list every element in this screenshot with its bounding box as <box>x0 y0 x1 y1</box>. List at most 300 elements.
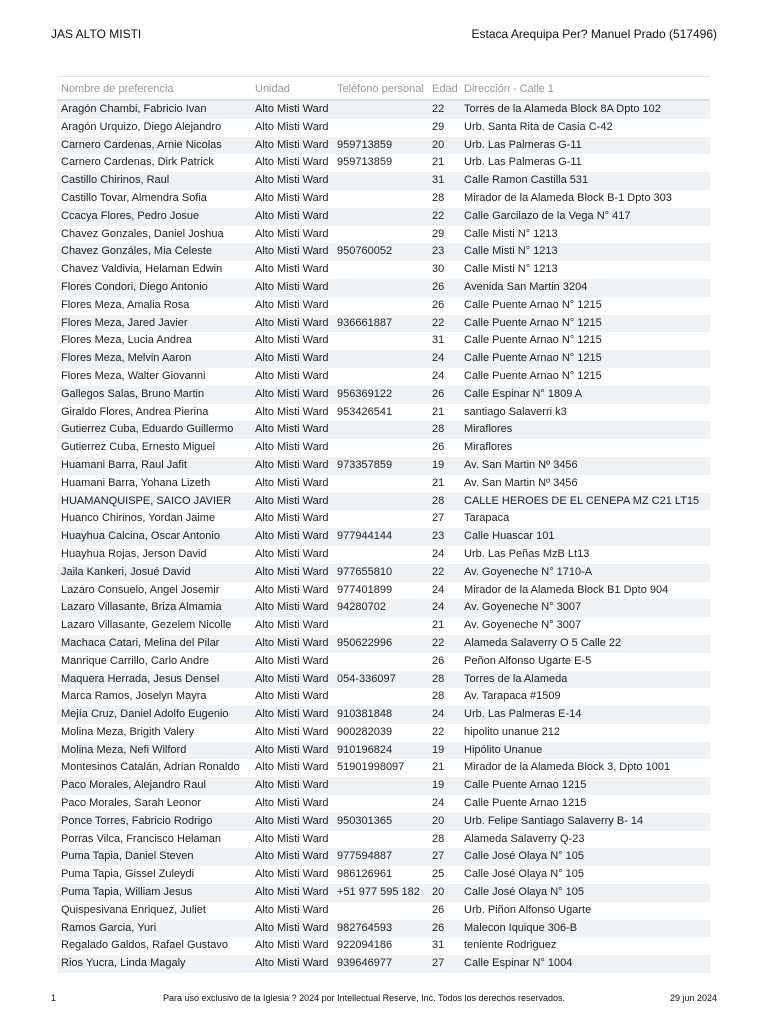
table-row <box>57 119 710 137</box>
cell-address: Calle José Olaya N° 105 <box>460 848 710 866</box>
cell-age: 26 <box>428 386 460 404</box>
cell-unit: Alto Misti Ward <box>255 334 329 347</box>
column-header-unit: Unidad <box>251 79 333 100</box>
column-header-age: Edad <box>428 79 460 100</box>
cell-name: Paco Morales, Sarah Leonor <box>61 797 202 810</box>
cell-name: Castillo Tovar, Almendra Sofia <box>61 191 207 204</box>
table-row <box>57 777 710 795</box>
cell-unit: Alto Misti Ward <box>251 172 333 190</box>
cell-age: 26 <box>428 279 460 297</box>
cell-name: Marca Ramos, Joselyn Mayra <box>61 690 207 703</box>
cell-name: Aragón Urquizo, Diego Alejandro <box>61 120 222 133</box>
column-header-address: Dirección - Calle 1 <box>460 79 710 100</box>
cell-age: 22 <box>428 208 460 226</box>
cell-phone <box>333 261 428 279</box>
cell-address: Calle José Olaya N° 105 <box>464 868 584 881</box>
cell-age: 28 <box>428 421 460 439</box>
cell-unit: Alto Misti Ward <box>251 777 333 795</box>
cell-phone <box>333 493 428 511</box>
cell-unit: Alto Misti Ward <box>255 868 329 881</box>
cell-name: Aragón Chambi, Fabricio Ivan <box>57 100 251 119</box>
cell-age: 27 <box>432 512 445 525</box>
cell-address: Calle Puente Arnao N° 1215 <box>460 315 710 333</box>
cell-address: Urb. Las Palmeras E-14 <box>460 706 710 724</box>
cell-address: Urb. Las Palmeras G-11 <box>464 156 582 169</box>
cell-unit: Alto Misti Ward <box>255 120 329 133</box>
table-row <box>57 706 710 724</box>
cell-address: Urb. Piñon Alfonso Ugarte <box>464 903 592 916</box>
cell-unit: Alto Misti Ward <box>251 421 333 439</box>
cell-unit: Alto Misti Ward <box>255 690 329 703</box>
cell-age: 31 <box>432 334 445 347</box>
cell-age: 30 <box>432 263 445 276</box>
cell-unit: Alto Misti Ward <box>255 476 329 489</box>
cell-address: Peñon Alfonso Ugarte E-5 <box>464 654 592 667</box>
table-row <box>57 297 710 315</box>
cell-address: Calle Puente Arnao N° 1215 <box>464 298 602 311</box>
cell-address: CALLE HEROES DE EL CENEPA MZ C21 LT15 <box>460 493 710 511</box>
table-row <box>57 404 710 422</box>
cell-address: Calle Misti N° 1213 <box>460 243 710 261</box>
table-row <box>57 261 710 279</box>
cell-age: 26 <box>432 298 445 311</box>
cell-phone: 959713859 <box>333 137 428 155</box>
cell-address: Urb. Felipe Santiago Salaverry B- 14 <box>460 813 710 831</box>
cell-unit: Alto Misti Ward <box>255 512 329 525</box>
cell-unit: Alto Misti Ward <box>251 848 333 866</box>
cell-age: 22 <box>428 100 460 119</box>
print-date: 29 jun 2024 <box>669 993 717 1003</box>
cell-unit: Alto Misti Ward <box>251 635 333 653</box>
cell-unit: Alto Misti Ward <box>251 528 333 546</box>
header-row <box>57 79 710 100</box>
cell-age: 22 <box>428 635 460 653</box>
cell-phone: 973357859 <box>333 457 428 475</box>
cell-name: Lazaro Consuelo, Angel Josemir <box>61 583 220 596</box>
cell-name: Puma Tapia, Gissel Zuleydi <box>61 868 195 881</box>
table-row <box>57 848 710 866</box>
page-number: 1 <box>51 993 57 1003</box>
cell-phone <box>333 653 428 671</box>
cell-name: Lazaro Villasante, Briza Almamia <box>57 599 251 617</box>
table-row <box>57 172 710 190</box>
cell-address: Alameda Salaverry O 5 Calle 22 <box>460 635 710 653</box>
cell-phone <box>333 350 428 368</box>
table-row <box>57 457 710 475</box>
table-row <box>57 154 710 172</box>
cell-phone: 959713859 <box>337 156 393 169</box>
cell-unit: Alto Misti Ward <box>255 619 329 632</box>
cell-name: Carnero Cardenas, Arnie Nicolas <box>57 137 251 155</box>
cell-name: Gutierrez Cuba, Ernesto Miguel <box>61 441 216 454</box>
cell-name: Flores Meza, Amalia Rosa <box>61 298 190 311</box>
table-row <box>57 137 710 155</box>
table-row <box>57 332 710 350</box>
cell-age: 21 <box>432 619 445 632</box>
cell-phone <box>333 439 428 457</box>
cell-name: Huayhua Calcina, Oscar Antonio <box>57 528 251 546</box>
table-row <box>57 493 710 511</box>
cell-unit: Alto Misti Ward <box>251 208 333 226</box>
cell-phone: 910196824 <box>333 742 428 760</box>
cell-phone <box>333 617 428 635</box>
cell-phone <box>333 368 428 386</box>
cell-unit: Alto Misti Ward <box>251 813 333 831</box>
table-row <box>57 759 710 777</box>
cell-age: 28 <box>428 493 460 511</box>
cell-address: Calle Espinar N° 1809 A <box>460 386 710 404</box>
table-row <box>57 208 710 226</box>
cell-age: 31 <box>428 172 460 190</box>
cell-phone <box>333 208 428 226</box>
cell-name: Huayhua Rojas, Jerson David <box>61 547 207 560</box>
table-row <box>57 653 710 671</box>
cell-unit: Alto Misti Ward <box>255 191 329 204</box>
cell-phone: +51 977 595 182 <box>333 884 428 902</box>
table-row <box>57 190 710 208</box>
cell-unit: Alto Misti Ward <box>251 564 333 582</box>
cell-unit: Alto Misti Ward <box>251 350 333 368</box>
cell-age: 21 <box>432 761 445 774</box>
cell-unit: Alto Misti Ward <box>255 654 329 667</box>
cell-name: Carnero Cardenas, Dirk Patrick <box>61 156 214 169</box>
cell-unit: Alto Misti Ward <box>255 263 329 276</box>
cell-unit: Alto Misti Ward <box>251 493 333 511</box>
cell-phone: 936661887 <box>333 315 428 333</box>
cell-unit: Alto Misti Ward <box>251 671 333 689</box>
cell-age: 23 <box>428 528 460 546</box>
cell-phone: 977944144 <box>333 528 428 546</box>
cell-age: 26 <box>432 654 445 667</box>
table-row <box>57 831 710 849</box>
cell-address: Av. Tarapaca #1509 <box>464 690 561 703</box>
cell-unit: Alto Misti Ward <box>251 706 333 724</box>
table-row <box>57 368 710 386</box>
cell-name: Ponce Torres, Fabricio Rodrigo <box>57 813 251 831</box>
cell-age: 28 <box>432 191 445 204</box>
cell-address: Hipólito Unanue <box>460 742 710 760</box>
table-row <box>57 920 710 938</box>
cell-name: Chavez Gonzales, Daniel Joshua <box>61 227 224 240</box>
cell-address: Urb. Santa Rita de Casia C-42 <box>464 120 613 133</box>
cell-age: 28 <box>432 690 445 703</box>
cell-unit: Alto Misti Ward <box>255 298 329 311</box>
cell-age: 25 <box>432 868 445 881</box>
table-row <box>57 742 710 760</box>
cell-address: Calle Espinar N° 1004 <box>460 955 710 973</box>
copyright-notice: Para uso exclusivo de la Iglesia ? 2024 por Intellectual Reserve, Inc. Todos los derechos reservados. <box>163 993 566 1003</box>
cell-phone: 982764593 <box>333 920 428 938</box>
cell-age: 19 <box>428 457 460 475</box>
cell-name: Jaila Kankeri, Josué David <box>57 564 251 582</box>
table-row <box>57 671 710 689</box>
cell-address: Calle José Olaya N° 105 <box>460 884 710 902</box>
table-row <box>57 421 710 439</box>
cell-age: 26 <box>432 903 445 916</box>
cell-address: Tarapaca <box>464 512 510 525</box>
cell-age: 24 <box>432 797 445 810</box>
table-row <box>57 599 710 617</box>
cell-name: Huanco Chirinos, Yordan Jaime <box>61 512 216 525</box>
cell-name: Machaca Catari, Melina del Pilar <box>57 635 251 653</box>
cell-address: Calle Puente Arnao 1215 <box>464 797 587 810</box>
cell-name: Rios Yucra, Linda Magaly <box>57 955 251 973</box>
cell-phone: 956369122 <box>333 386 428 404</box>
top-rule <box>57 76 710 77</box>
cell-age: 24 <box>432 583 445 596</box>
cell-name: Flores Condori, Diego Antonio <box>57 279 251 297</box>
cell-unit: Alto Misti Ward <box>255 369 329 382</box>
cell-address: Calle Puente Arnao N° 1215 <box>460 350 710 368</box>
column-header-name: Nombre de preferencia <box>57 79 251 100</box>
cell-address: Av. San Martin Nº 3456 <box>460 457 710 475</box>
table-row <box>57 688 710 706</box>
cell-phone: 950301365 <box>333 813 428 831</box>
cell-name: Flores Meza, Melvin Aaron <box>57 350 251 368</box>
cell-name: Flores Meza, Jared Javier <box>57 315 251 333</box>
cell-name: Gallegos Salas, Bruno Martin <box>57 386 251 404</box>
cell-age: 24 <box>432 547 445 560</box>
table-row <box>57 350 710 368</box>
cell-unit: Alto Misti Ward <box>255 797 329 810</box>
cell-name: Puma Tapia, Daniel Steven <box>57 848 251 866</box>
cell-address: Calle Misti N° 1213 <box>464 227 558 240</box>
cell-phone <box>333 190 428 208</box>
cell-unit: Alto Misti Ward <box>251 386 333 404</box>
table-row <box>57 226 710 244</box>
cell-address: Miraflores <box>460 421 710 439</box>
cell-phone <box>333 279 428 297</box>
cell-age: 31 <box>432 939 445 952</box>
cell-address: Calle Puente Arnao N° 1215 <box>464 369 602 382</box>
cell-phone: 054-336097 <box>333 671 428 689</box>
cell-address: Calle Huascar 101 <box>460 528 710 546</box>
cell-age: 27 <box>428 848 460 866</box>
cell-age: 24 <box>428 599 460 617</box>
cell-phone: 910381848 <box>333 706 428 724</box>
cell-name: Regalado Galdos, Rafael Gustavo <box>61 939 228 952</box>
table-row <box>57 582 710 600</box>
cell-name: Flores Meza, Lucia Andrea <box>61 334 192 347</box>
cell-unit: Alto Misti Ward <box>255 156 329 169</box>
cell-phone: 977655810 <box>333 564 428 582</box>
cell-phone: 94280702 <box>333 599 428 617</box>
cell-address: Mirador de la Alameda Block B-1 Dpto 303 <box>464 191 672 204</box>
cell-name: Castillo Chirinos, Raul <box>57 172 251 190</box>
table-row <box>57 100 710 119</box>
cell-address: Mirador de la Alameda Block 3, Dpto 1001 <box>464 761 671 774</box>
table-row <box>57 510 710 528</box>
table-row <box>57 635 710 653</box>
cell-name: Huamani Barra, Raul Jafit <box>57 457 251 475</box>
cell-age: 29 <box>432 227 445 240</box>
cell-unit: Alto Misti Ward <box>251 599 333 617</box>
table-row <box>57 439 710 457</box>
table-row <box>57 884 710 902</box>
cell-phone <box>333 831 428 849</box>
cell-phone <box>333 172 428 190</box>
cell-address: Av. Goyeneche N° 3007 <box>460 599 710 617</box>
member-table <box>57 79 710 973</box>
cell-age: 19 <box>428 742 460 760</box>
table-row <box>57 937 710 955</box>
cell-phone: 950622996 <box>333 635 428 653</box>
cell-address: Calle Puente Arnao N° 1215 <box>464 334 602 347</box>
cell-name: Lazaro Villasante, Gezelem Nicolle <box>61 619 232 632</box>
cell-age: 23 <box>428 243 460 261</box>
cell-phone <box>333 510 428 528</box>
cell-age: 21 <box>432 156 445 169</box>
table-row <box>57 315 710 333</box>
cell-name: Manrique Carrillo, Carlo Andre <box>61 654 209 667</box>
cell-name: Paco Morales, Alejandro Raul <box>57 777 251 795</box>
cell-address: Av. San Martin Nº 3456 <box>464 476 578 489</box>
cell-name: Porras Vilca, Francisco Helaman <box>61 832 221 845</box>
cell-unit: Alto Misti Ward <box>255 405 329 418</box>
cell-age: 22 <box>428 315 460 333</box>
column-header-phone: Teléfono personal <box>333 79 428 100</box>
cell-address: Av. Goyeneche N° 1710-A <box>460 564 710 582</box>
cell-unit: Alto Misti Ward <box>255 832 329 845</box>
cell-address: santiago Salaverri k3 <box>464 405 567 418</box>
table-row <box>57 475 710 493</box>
cell-address: Torres de la Alameda <box>460 671 710 689</box>
cell-phone <box>333 902 428 920</box>
table-row <box>57 866 710 884</box>
table-row <box>57 955 710 973</box>
table-body <box>57 100 710 973</box>
cell-phone: 900282039 <box>337 725 393 738</box>
cell-age: 20 <box>428 884 460 902</box>
stake-title: Estaca Arequipa Per? Manuel Prado (517496) <box>471 27 717 41</box>
cell-age: 26 <box>432 441 445 454</box>
cell-age: 24 <box>428 706 460 724</box>
cell-unit: Alto Misti Ward <box>255 441 329 454</box>
cell-unit: Alto Misti Ward <box>251 243 333 261</box>
cell-phone: 950760052 <box>333 243 428 261</box>
cell-name: Giraldo Flores, Andrea Pierina <box>61 405 209 418</box>
cell-unit: Alto Misti Ward <box>251 279 333 297</box>
cell-phone <box>333 297 428 315</box>
table-row <box>57 528 710 546</box>
cell-name: Chavez Valdivia, Helaman Edwin <box>61 263 223 276</box>
cell-phone <box>333 475 428 493</box>
cell-phone <box>333 119 428 137</box>
cell-address: Alameda Salaverry Q-23 <box>464 832 585 845</box>
cell-address: Malecon Iquique 306-B <box>460 920 710 938</box>
cell-address: Torres de la Alameda Block 8A Dpto 102 <box>460 100 710 119</box>
cell-unit: Alto Misti Ward <box>255 903 329 916</box>
cell-name: Quispesivana Enriquez, Juliet <box>61 903 206 916</box>
cell-phone <box>333 777 428 795</box>
cell-age: 20 <box>428 137 460 155</box>
cell-phone <box>333 100 428 119</box>
cell-name: Molina Meza, Brigith Valery <box>61 725 195 738</box>
cell-name: Gutierrez Cuba, Eduardo Guillermo <box>57 421 251 439</box>
table-row <box>57 546 710 564</box>
cell-unit: Alto Misti Ward <box>251 100 333 119</box>
cell-name: Puma Tapia, William Jesus <box>57 884 251 902</box>
cell-name: Chavez Gonzáles, Mia Celeste <box>57 243 251 261</box>
cell-name: Montesinos Catalán, Adrian Ronaldo <box>61 761 240 774</box>
cell-unit: Alto Misti Ward <box>255 725 329 738</box>
cell-unit: Alto Misti Ward <box>251 884 333 902</box>
cell-unit: Alto Misti Ward <box>251 137 333 155</box>
cell-phone <box>333 795 428 813</box>
cell-name: Maquera Herrada, Jesus Densel <box>57 671 251 689</box>
cell-address: Calle Garcilazo de la Vega N° 417 <box>460 208 710 226</box>
cell-age: 21 <box>432 405 445 418</box>
cell-unit: Alto Misti Ward <box>251 955 333 973</box>
cell-name: Huamani Barra, Yohana Lizeth <box>61 476 211 489</box>
cell-name: Ramos Garcia, Yuri <box>57 920 251 938</box>
cell-address: Miraflores <box>464 441 513 454</box>
table-row <box>57 617 710 635</box>
cell-phone <box>333 226 428 244</box>
cell-phone: 977401899 <box>337 583 393 596</box>
cell-age: 20 <box>428 813 460 831</box>
cell-address: Urb. Las Palmeras G-11 <box>460 137 710 155</box>
cell-address: Urb. Las Peñas MzB Lt13 <box>464 547 590 560</box>
cell-unit: Alto Misti Ward <box>251 920 333 938</box>
cell-phone: 953426541 <box>337 405 393 418</box>
cell-address: Calle Puente Arnao 1215 <box>460 777 710 795</box>
cell-age: 26 <box>428 920 460 938</box>
cell-address: hipolito unanue 212 <box>464 725 561 738</box>
cell-age: 21 <box>432 476 445 489</box>
cell-address: Calle Misti N° 1213 <box>464 263 558 276</box>
cell-address: Mirador de la Alameda Block B1 Dpto 904 <box>464 583 669 596</box>
cell-name: Flores Meza, Walter Giovanni <box>61 369 206 382</box>
cell-unit: Alto Misti Ward <box>255 939 329 952</box>
cell-name: Ccacya Flores, Pedro Josue <box>57 208 251 226</box>
cell-age: 28 <box>428 671 460 689</box>
table-row <box>57 279 710 297</box>
cell-phone <box>333 688 428 706</box>
cell-phone: 986126961 <box>337 868 393 881</box>
cell-age: 22 <box>428 564 460 582</box>
cell-phone: 922094186 <box>337 939 393 952</box>
table-row <box>57 724 710 742</box>
cell-age: 28 <box>432 832 445 845</box>
unit-title: JAS ALTO MISTI <box>51 27 142 41</box>
cell-unit: Alto Misti Ward <box>255 227 329 240</box>
cell-phone: 939646977 <box>333 955 428 973</box>
table-row <box>57 902 710 920</box>
cell-address: Av. Goyeneche N° 3007 <box>464 619 582 632</box>
cell-address: Calle Ramon Castilla 531 <box>460 172 710 190</box>
cell-unit: Alto Misti Ward <box>251 742 333 760</box>
cell-unit: Alto Misti Ward <box>255 583 329 596</box>
table-row <box>57 564 710 582</box>
cell-age: 22 <box>432 725 445 738</box>
table-row <box>57 813 710 831</box>
member-directory <box>57 76 710 973</box>
cell-age: 24 <box>428 350 460 368</box>
cell-phone: 51901998097 <box>337 761 405 774</box>
cell-unit: Alto Misti Ward <box>255 547 329 560</box>
cell-name: HUAMANQUISPE, SAICO JAVIER <box>57 493 251 511</box>
cell-phone <box>333 546 428 564</box>
cell-address: Avenida San Martin 3204 <box>460 279 710 297</box>
cell-age: 29 <box>432 120 445 133</box>
table-row <box>57 386 710 404</box>
cell-unit: Alto Misti Ward <box>251 315 333 333</box>
cell-age: 24 <box>432 369 445 382</box>
table-row <box>57 243 710 261</box>
table-row <box>57 795 710 813</box>
cell-phone: 977594887 <box>333 848 428 866</box>
